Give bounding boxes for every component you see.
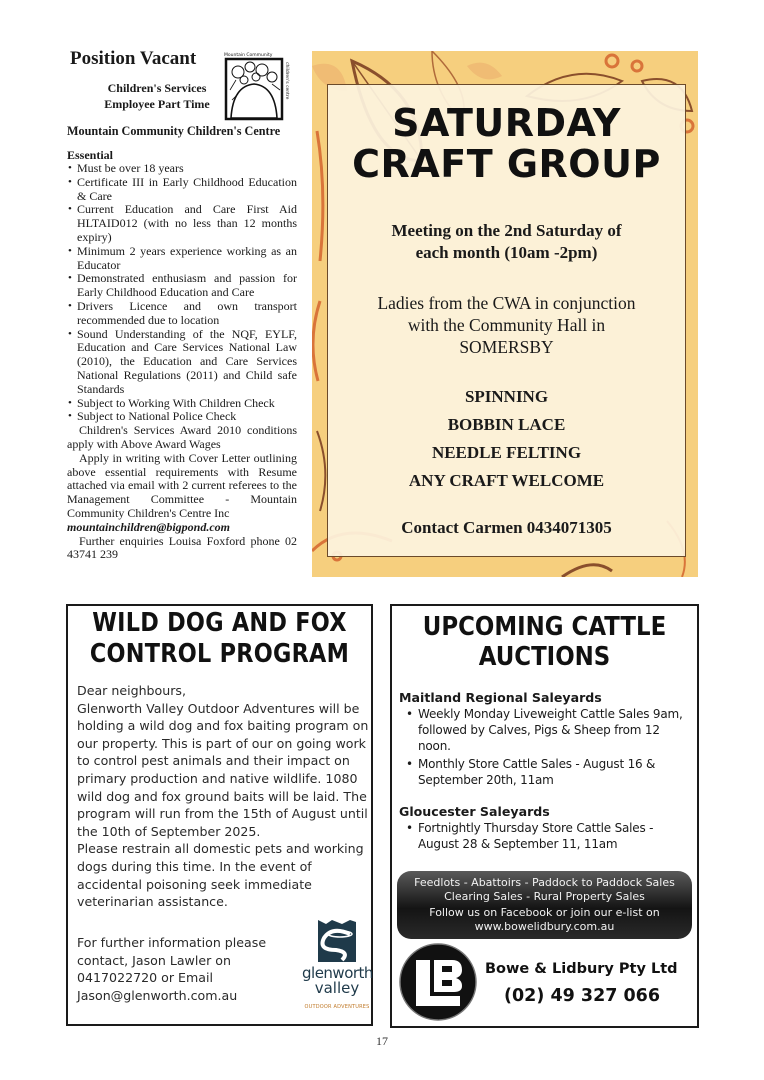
email-link[interactable]: mountainchildren@bigpond.com	[67, 519, 231, 534]
title-line: UPCOMING CATTLE	[422, 612, 667, 642]
requirement-item: • Demonstrated enthusiasm and passion for Early Childhood Education and Care	[67, 272, 297, 300]
sale-item: • Fortnightly Thursday Store Cattle Sales - August 28 & September 11, 11am	[399, 820, 695, 852]
childrens-centre-logo	[222, 50, 294, 122]
logo-letters: LB	[438, 1020, 440, 1021]
sale-list	[399, 820, 695, 852]
ad-title: Position Vacant	[70, 48, 197, 69]
wild-dog-notice	[66, 604, 373, 1026]
contact-info: Contact Carmen 0434071305	[401, 518, 612, 537]
host-line: Ladies from the CWA in conjunction	[377, 293, 636, 313]
greeting: Dear neighbours,	[77, 683, 186, 698]
banner-line: Feedlots - Abattoirs - Paddock to Paddock Sales	[414, 876, 675, 889]
saleyard-section	[399, 690, 695, 790]
company-phone: (02) 49 327 066	[504, 986, 661, 1006]
contact-line: contact, Jason Lawler on	[77, 952, 231, 968]
title-line: AUCTIONS	[478, 642, 611, 672]
services-banner	[397, 871, 692, 939]
logo-text-top: Mountain Community	[224, 53, 273, 58]
host-info	[328, 292, 685, 358]
ad-title	[410, 612, 678, 672]
notice-title	[89, 608, 350, 670]
award-text: Children's Services Award 2010 conditions apply with Above Award Wages	[67, 423, 297, 451]
craft-group-flyer	[312, 51, 698, 577]
title-line: CRAFT GROUP	[352, 142, 661, 186]
requirement-item: • Current Education and Care First Aid HLTAID012 (with no less than 12 months expiry)	[67, 203, 297, 244]
cattle-auctions-ad	[390, 604, 699, 1028]
paragraph: Please restrain all domestic pets and working dogs during this time. In the event of accidental poisoning seek immediate veterinarian assistance.	[77, 841, 364, 910]
requirement-item: • Minimum 2 years experience working as an Educator	[67, 245, 297, 273]
saleyard-heading: Maitland Regional Saleyards	[399, 690, 602, 705]
subtitle-line: Employee Part Time	[104, 97, 210, 111]
bowe-lidbury-logo-icon	[398, 942, 478, 1022]
requirement-item: • Sound Understanding of the NQF, EYLF, Education and Care Services National Law (2010), the Education and Care Services National Regulations (2011) and Child safe Standards	[67, 328, 297, 397]
requirement-item: • Subject to National Police Check	[67, 410, 297, 424]
contact-block	[77, 934, 287, 1004]
logo-text-side: children's centre	[284, 62, 289, 100]
company-name: Bowe & Lidbury Pty Ltd	[485, 961, 678, 977]
meeting-info	[328, 220, 685, 264]
essential-heading: Essential	[67, 148, 114, 162]
contact-line: For further information please	[77, 935, 267, 950]
requirement-item: • Subject to Working With Children Check	[67, 397, 297, 411]
requirements-list	[67, 162, 297, 424]
notice-body	[77, 682, 369, 911]
apply-text: Apply in writing with Cover Letter outlining above essential requirements with Resume attached via email with 2 current referees to the Management Committee - Mountain Community Children's Centre Inc	[67, 450, 297, 520]
title-line: SATURDAY	[392, 101, 621, 145]
paragraph: Glenworth Valley Outdoor Adventures will be holding a wild dog and fox baiting program on our property. This is part of our on going work to control pest animals and their impact on primary production and native wildlife. 1080 wild dog and fox ground baits will be laid. The program will run from the 15th of August until the 10th of September 2025.	[77, 700, 369, 839]
sale-item: • Monthly Store Cattle Sales - August 16 & September 20th, 11am	[399, 756, 695, 788]
title-line: WILD DOG AND FOX	[92, 608, 347, 638]
banner-line: Clearing Sales - Rural Property Sales	[444, 889, 645, 903]
organisation-name: Mountain Community Children's Centre	[67, 124, 281, 138]
activity-item: NEEDLE FELTING	[431, 443, 582, 462]
meeting-line: each month (10am -2pm)	[415, 243, 598, 262]
subtitle-line: Children's Services	[107, 81, 207, 95]
banner-line: Follow us on Facebook or join our e-list on	[429, 906, 660, 919]
logo-word: valley	[314, 979, 360, 997]
page-number: 17	[376, 1034, 388, 1048]
website-link[interactable]: www.bowelidbury.com.au	[474, 919, 615, 933]
ad-body	[67, 162, 297, 562]
meeting-line: Meeting on the 2nd Saturday of	[391, 221, 622, 240]
requirement-item: • Drivers Licence and own transport recommended due to location	[67, 300, 297, 328]
glenworth-valley-logo	[302, 918, 372, 1020]
contact-email[interactable]: Jason@glenworth.com.au	[77, 987, 238, 1003]
sale-list	[399, 706, 695, 788]
activity-item: ANY CRAFT WELCOME	[408, 471, 605, 490]
activity-item: BOBBIN LACE	[447, 415, 566, 434]
contact-phone: 0417022720 or Email	[77, 970, 213, 986]
glenworth-emblem-icon	[302, 918, 372, 964]
saleyard-heading: Gloucester Saleyards	[399, 804, 550, 819]
flyer-panel	[327, 84, 686, 557]
title-line: CONTROL PROGRAM	[89, 639, 350, 669]
requirement-item: • Certificate III in Early Childhood Education & Care	[67, 176, 297, 204]
saleyard-section	[399, 804, 695, 854]
enquiries-text: Further enquiries Louisa Foxford phone 02 43741 239	[67, 533, 297, 562]
logo-word: glenworth	[302, 964, 373, 982]
ad-subtitle	[82, 80, 232, 112]
requirement-item: • Must be over 18 years	[67, 162, 297, 176]
sale-item: • Weekly Monday Liveweight Cattle Sales 9am, followed by Calves, Pigs & Sheep from 12 noon.	[399, 706, 695, 754]
logo-tagline: OUTDOOR ADVENTURES	[304, 1004, 370, 1010]
host-line: SOMERSBY	[459, 337, 554, 357]
activity-item: SPINNING	[464, 387, 549, 406]
host-line: with the Community Hall in	[407, 315, 606, 335]
flyer-title	[328, 103, 685, 185]
